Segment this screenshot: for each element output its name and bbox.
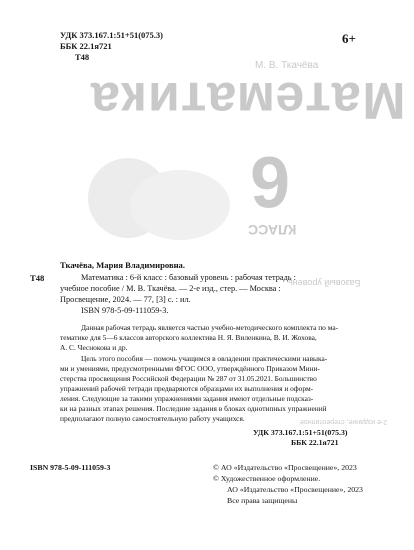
watermark-level: Базовый уровень: [288, 278, 361, 288]
annotation-line: Данная рабочая тетрадь является частью учебно-методического комплекта по ма-: [81, 323, 339, 332]
annotation-bbk: ББК 22.1я721: [291, 438, 339, 447]
top-udk: УДК 373.167.1:51+51(075.3): [60, 30, 163, 40]
record-author: Ткачёва, Мария Владимировна.: [60, 260, 185, 270]
annotation-line: предполагают полную самостоятельную работу учащихся.: [60, 414, 245, 423]
copyright-line: Все права защищены: [227, 496, 298, 505]
annotation-line: Цель этого пособия — помочь учащимся в овладении практическими навыка-: [81, 354, 328, 363]
annotation-line: упражнений рабочей тетради предваряются образцами их выполнения и оформ-: [60, 384, 314, 393]
copyright-line: АО «Издательство «Просвещение», 2023: [227, 485, 363, 494]
annotation-line: А. С. Чеснокова и др.: [60, 343, 128, 352]
watermark-author: М. В. Ткачёва: [255, 60, 319, 71]
watermark-edition: 2-е издание, стереотипное: [300, 418, 388, 425]
record-line: Математика : 6-й класс : базовый уровень : рабочая тетрадь :: [81, 273, 296, 282]
annotation-udk: УДК 373.167.1:51+51(075.3): [253, 428, 348, 437]
watermark-grade-word: КЛАСС: [248, 222, 297, 238]
annotation-line: ки на разных этапах решения. Последние задания в блоках однотипных упражнений: [60, 404, 327, 413]
bottom-isbn: ISBN 978-5-09-111059-3: [30, 463, 111, 472]
record-line: учебное пособие / М. В. Ткачёва. — 2-е изд., стер. — Москва :: [60, 284, 281, 293]
record-line: Просвещение, 2024. — 77, [3] с. : ил.: [60, 295, 191, 304]
copyright-line: © АО «Издательство «Просвещение», 2023: [213, 463, 357, 472]
annotation-line: ления. Следующие за такими упражнениями задания имеют отдельные подсказ-: [60, 394, 314, 403]
watermark-grade: 6: [250, 141, 291, 221]
annotation-line: стерства просвещения Российской Федерации № 287 от 31.05.2021. Большинство: [60, 374, 317, 383]
decor-blob-center: [130, 170, 230, 240]
age-rating: 6+: [342, 31, 356, 46]
annotation-line: тематике для 5—6 классов авторского коллектива Н. Я. Виленкина, В. И. Жохова,: [60, 333, 317, 342]
annotation-line: ми и умениями, предусмотренными ФГОС ООО, утверждённого Приказом Мини-: [60, 364, 320, 373]
watermark-title: Математика: [90, 71, 406, 129]
record-isbn: ISBN 978-5-09-111059-3.: [81, 306, 169, 315]
top-code: Т48: [75, 52, 90, 62]
copyright-line: © Художественное оформление.: [213, 474, 321, 483]
top-bbk: ББК 22.1я721: [60, 41, 112, 51]
record-code: Т48: [30, 273, 45, 283]
